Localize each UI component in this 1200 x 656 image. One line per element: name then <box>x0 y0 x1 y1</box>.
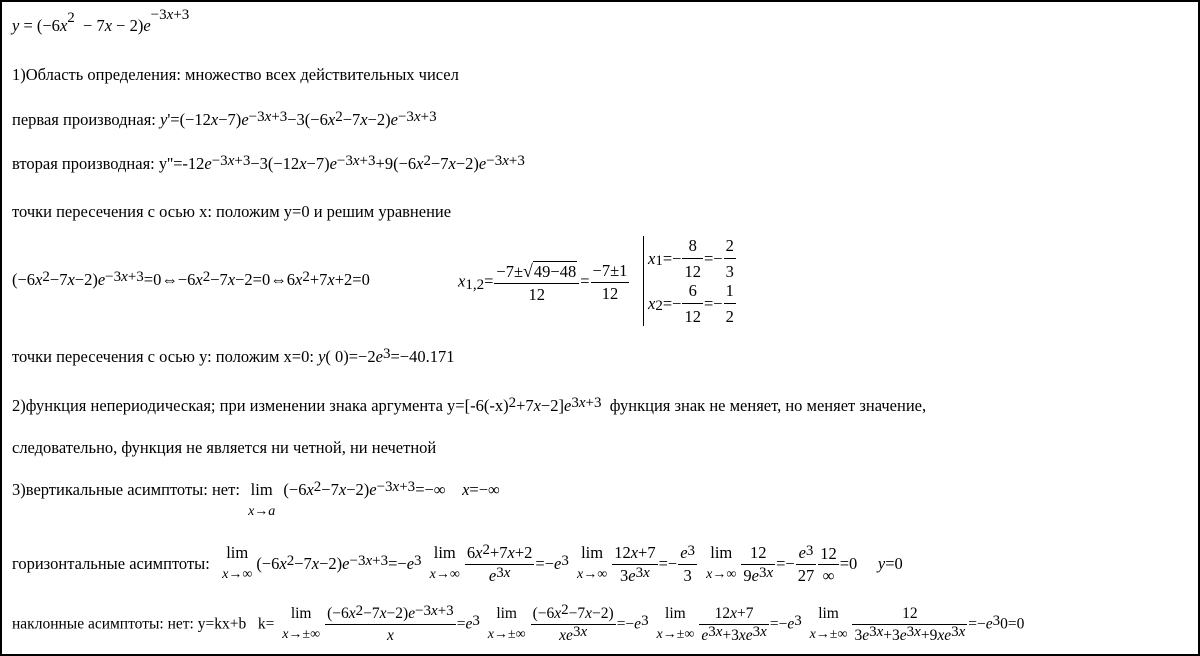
quadratic-roots-formula: $x_{1,2}=$ $\frac{-7\pm√49-48}{12}$ = $\frac{-7\pm 1}{12}$ <box>458 261 628 304</box>
y-intercept-label: точки пересечения с осью у: положим x=0: <box>12 347 314 366</box>
domain-line: 1)Область определения: множество всех действительных чисел <box>12 65 459 84</box>
oblique-asymptotes-label: наклонные асимптоты: нет: y=kx+b <box>12 615 247 633</box>
root-x1: x $_1$ =− $\frac{8}{12}$ =− $\frac{2}{3}$ <box>648 235 734 281</box>
first-derivative-line: первая производная: $y'=(-12x-7)e^{-3x+3}-3(-6x^2-7x-2)e^{-3x+3}$ <box>12 109 437 129</box>
horizontal-asymptotes-line: горизонтальные асимптоты: lim x→∞ $(-6x^2-7x-2)e^{-3x+3}=-e^3$ lim x→∞ $\frac{6x^2+7x+2}{e^{3x}}$ $=-e^3$ lim x→∞ $\frac{12x+7}{3e^{3x}}$ =− $\frac{e^3}{3}$ lim x→∞ $\frac{12}{9e^{3x}}$ =− $\frac{e^3}{27}$ $\frac{12}{\infty}$ =0 y=0 <box>12 542 903 586</box>
intercept-equation: $(-6x^2-7x-2)e^{-3x+3}=0\Leftrightarrow-6x^2-7x-2=0\Leftrightarrow 6x^2+7x+2=0$ <box>12 269 370 289</box>
second-derivative-label: вторая производная: <box>12 154 155 173</box>
root-x2: x $_2$ =− $\frac{6}{12}$ =− $\frac{1}{2}$ <box>648 280 734 326</box>
periodicity-suffix: функция знак не меняет, но меняет значение, <box>609 396 927 415</box>
y-intercept-line: точки пересечения с осью у: положим x=0: y( $0)=-2e^3=-40.171$ <box>12 346 455 366</box>
oblique-asymptotes-line: наклонные асимптоты: нет: y=kx+b k= lim x→±∞ $\frac{(-6x^2-7x-2)e^{-3x+3}}{x}$ $=e^3$ lim x→±∞ $\frac{(-6x^2-7x-2)}{xe^{3x}}$ $=-e^3$ lim x→±∞ $\frac{12x+7}{e^{3x}+3xe^{3x}}$ $=-e^3$ lim x→±∞ $\frac{12}{3e^{3x}+3e^{3x}+9xe^{3x}}$ $=-e^30=0$ <box>12 602 1025 645</box>
first-derivative-label: первая производная: <box>12 110 156 129</box>
second-derivative-line: вторая производная: $у''=-12e^{-3x+3}-3(-12x-7)e^{-3x+3}+9(-6x^2-7x-2)e^{-3x+3}$ <box>12 153 525 173</box>
periodicity-line: 2)функция непериодическая; при изменении знака аргумента $у=[-6(-x)^2+7x-2]e^{3x+3}$ функция знак не меняет, но меняет значение, <box>12 395 927 415</box>
periodicity-label: 2)функция непериодическая; при изменении знака аргумента у= <box>12 396 465 415</box>
vertical-asymptotes-line: 3)вертикальные асимптоты: нет: lim x→a $(-6x^2-7x-2)e^{-3x+3}=-\infty$ x=−∞ <box>12 479 500 519</box>
roots-system <box>643 236 737 326</box>
function-formula: $y = (-6x^2 - 7x - 2)e^{-3x+3}$ <box>12 7 190 35</box>
parity-line: следовательно, функция не является ни четной, ни нечетной <box>12 438 437 457</box>
x-intercept-line: точки пересечения с осью x: положим y=0 и решим уравнение <box>12 202 452 221</box>
horizontal-asymptotes-label: горизонтальные асимптоты: <box>12 553 210 573</box>
y-intercept-value: =−40.171 <box>390 347 455 366</box>
vertical-asymptotes-label: 3)вертикальные асимптоты: нет: <box>12 480 240 499</box>
